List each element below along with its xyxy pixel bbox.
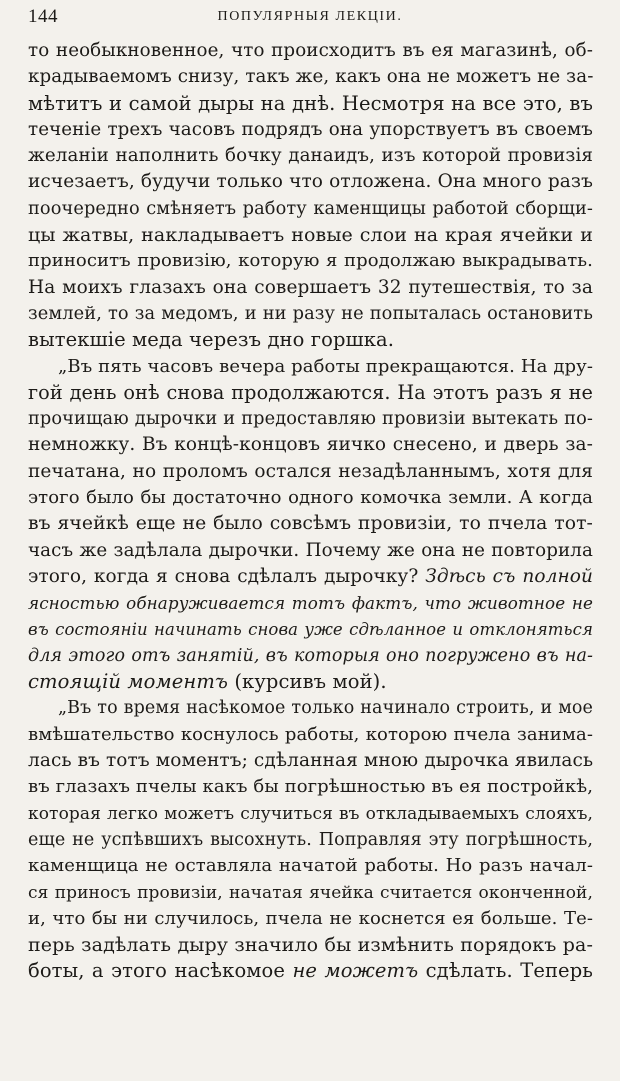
text-line: теченіе трехъ часовъ подрядъ она упорствуетъ въ своемъ [28, 118, 593, 140]
text-line: и, что бы ни случилось, пчела не коснется ея больше. Те- [28, 907, 593, 929]
page-header [28, 4, 592, 30]
running-title: ПОПУЛЯРНЫЯ ЛЕКЦІИ. [217, 9, 403, 24]
italic-line: въ состояніи начинать снова уже сдѣланное и отклоняться [28, 619, 593, 639]
text-line: крадываемомъ снизу, такъ же, какъ она не можетъ не за- [28, 66, 594, 88]
italic-line: ясностью обнаруживается тотъ фактъ, что животное не [28, 593, 593, 614]
text-line: лась въ тотъ моментъ; сдѣланная мною дырочка явилась [28, 750, 594, 772]
text-line: еще не успѣвшихъ высохнуть. Поправляя эту погрѣшность, [28, 829, 593, 850]
text-line: часъ же задѣлала дырочки. Почему же она не повторила [28, 539, 593, 561]
mixed-text-line [28, 564, 593, 590]
normal-text: этого, когда я снова сдѣлалъ дырочку? [28, 565, 426, 587]
body-text [28, 38, 593, 985]
text-line: прочищаю дырочки и предоставляю провизіи вытекать по- [28, 409, 593, 430]
page-number: 144 [28, 6, 58, 27]
normal-text: сдѣлать. Теперь [418, 959, 593, 983]
text-line: немножку. Въ концѣ-концовъ яичко снесено, и дверь за- [28, 434, 593, 456]
italic-line: для этого отъ занятій, въ которыя оно погружено въ на- [28, 645, 593, 666]
text-line: печатана, но проломъ остался незадѣланнымъ, хотя для [28, 460, 593, 482]
italic-text: не можетъ [292, 959, 419, 983]
text-line: цы жатвы, накладываетъ новые слои на края ячейки и [28, 224, 593, 247]
text-line: то необыкновенное, что происходитъ въ ея магазинѣ, об- [28, 40, 593, 61]
mixed-text-line [28, 958, 593, 984]
text-line: землей, то за медомъ, и ни разу не попыталась остановить [28, 303, 593, 324]
text-line: перь задѣлать дыру значило бы измѣнить порядокъ ра- [28, 934, 593, 957]
paragraph-start-line: „Въ то время насѣкомое только начинало строить, и мое [58, 698, 593, 719]
text-line: исчезаетъ, будучи только что отложена. Она много разъ [28, 171, 593, 193]
text-line: каменщица не оставляла начатой работы. Но разъ начал- [28, 855, 593, 877]
text-line: На моихъ глазахъ она совершаетъ 32 путешествія, то за [28, 276, 593, 298]
text-line: вмѣшательство коснулось работы, которою пчела занима- [28, 723, 593, 745]
text-line: ся приносъ провизіи, начатая ячейка считается оконченной, [28, 882, 593, 903]
text-line: поочередно смѣняетъ работу каменщицы работой сборщи- [28, 198, 593, 219]
normal-text: боты, а этого насѣкомое [28, 959, 293, 983]
normal-text: (курсивъ мой). [228, 670, 387, 694]
text-line: приноситъ провизію, которую я продолжаю выкрадывать. [28, 250, 593, 272]
text-line: этого было бы достаточно одного комочка земли. А когда [28, 487, 593, 509]
mixed-text-line [28, 669, 593, 695]
text-line: въ ячейкѣ еще не было совсѣмъ провизіи, то пчела тот- [28, 513, 593, 535]
text-line: въ глазахъ пчелы какъ бы погрѣшностью въ ея постройкѣ, [28, 776, 594, 798]
paragraph-end-line: вытекшіе меда черезъ дно горшка. [28, 328, 395, 352]
text-line: которая легко можетъ случиться въ откладываемыхъ слояхъ, [28, 803, 593, 824]
italic-text: стоящій моментъ [28, 670, 229, 694]
text-line: желаніи наполнить бочку данаидъ, изъ которой провизія [28, 145, 593, 167]
italic-text: Здѣсь съ полной [425, 565, 593, 587]
paragraph-start-line: „Въ пять часовъ вечера работы прекращаются. На дру- [58, 355, 593, 377]
text-line: мѣтитъ и самой дыры на днѣ. Несмотря на все это, въ [28, 91, 593, 115]
text-line: гой день онѣ снова продолжаются. На этотъ разъ я не [28, 380, 593, 404]
